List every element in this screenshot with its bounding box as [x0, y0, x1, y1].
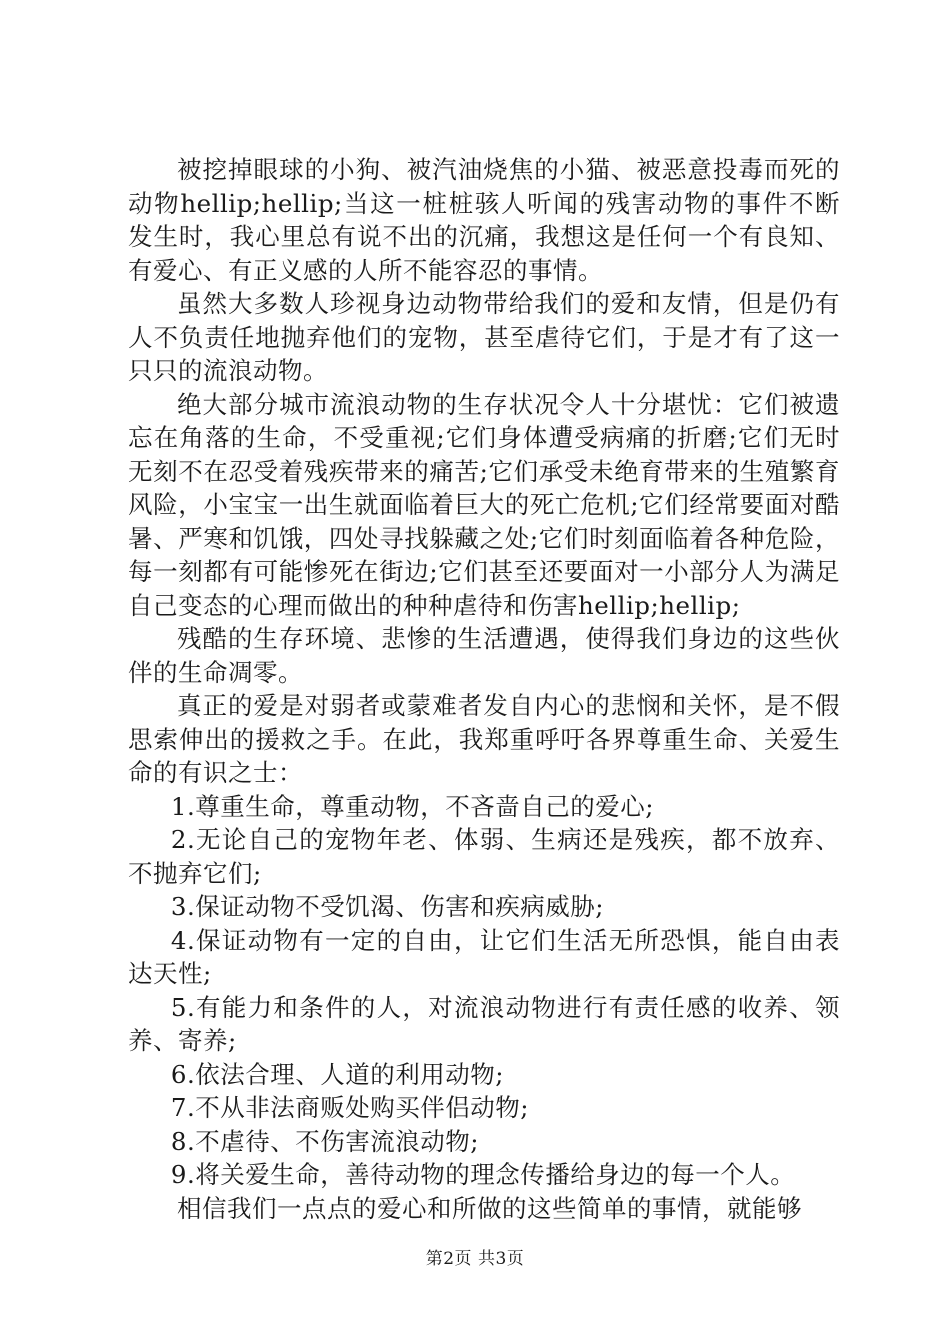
paragraph-5: 真正的爱是对弱者或蒙难者发自内心的悲悯和关怀，是不假思索伸出的援救之手。在此，我郑重呼吁各界尊重生命、关爱生命的有识之士： [128, 691, 840, 787]
page-footer: 第2页 共3页 [425, 1249, 525, 1269]
list-item-7: 7.不从非法商贩处购买伴侣动物; [170, 1093, 530, 1122]
closing-paragraph: 相信我们一点点的爱心和所做的这些简单的事情，就能够 [177, 1193, 802, 1223]
list-item-1: 1.尊重生命，尊重动物，不吝啬自己的爱心; [170, 791, 655, 821]
list-item-8: 8.不虐待、不伤害流浪动物; [170, 1126, 480, 1156]
list-item-6: 6.依法合理、人道的利用动物; [170, 1059, 505, 1089]
paragraph-4: 残酷的生存环境、悲惨的生活遭遇，使得我们身边的这些伙伴的生命凋零。 [128, 624, 840, 687]
list-item-5: 5.有能力和条件的人，对流浪动物进行有责任感的收养、领养、寄养; [128, 992, 840, 1055]
list-item-9: 9.将关爱生命，善待动物的理念传播给身边的每一个人。 [170, 1160, 796, 1189]
list-item-3: 3.保证动物不受饥渴、伤害和疾病威胁; [170, 892, 605, 921]
paragraph-3: 绝大部分城市流浪动物的生存状况令人十分堪忧：它们被遗忘在角落的生命，不受重视;它们身体遭受病痛的折磨;它们无时无刻不在忍受着残疾带来的痛苦;它们承受未绝育带来的生殖繁育风险，小宝宝一出生就面临着巨大的死亡危机;它们经常要面对酷暑、严寒和饥饿，四处寻找躲藏之处;它们时刻面临着各种危险，每一刻都有可能惨死在街边;它们甚至还要面对一小部分人为满足自己变态的心理而做出的种种虐待和伤害hellip;hellip; [128, 389, 840, 620]
paragraph-1: 被挖掉眼球的小狗、被汽油烧焦的小猫、被恶意投毒而死的动物hellip;hellip;当这一桩桩骇人听闻的残害动物的事件不断发生时，我心里总有说不出的沉痛，我想这是任何一个有良知、有爱心、有正义感的人所不能容忍的事情。 [128, 155, 840, 285]
list-item-2: 2.无论自己的宠物年老、体弱、生病还是残疾，都不放弃、不抛弃它们; [128, 825, 840, 888]
paragraph-2: 虽然大多数人珍视身边动物带给我们的爱和友情，但是仍有人不负责任地抛弃他们的宠物，甚至虐待它们，于是才有了这一只只的流浪动物。 [128, 289, 840, 385]
document-body [128, 153, 840, 1225]
list-item-4: 4.保证动物有一定的自由，让它们生活无所恐惧，能自由表达天性; [128, 925, 840, 988]
